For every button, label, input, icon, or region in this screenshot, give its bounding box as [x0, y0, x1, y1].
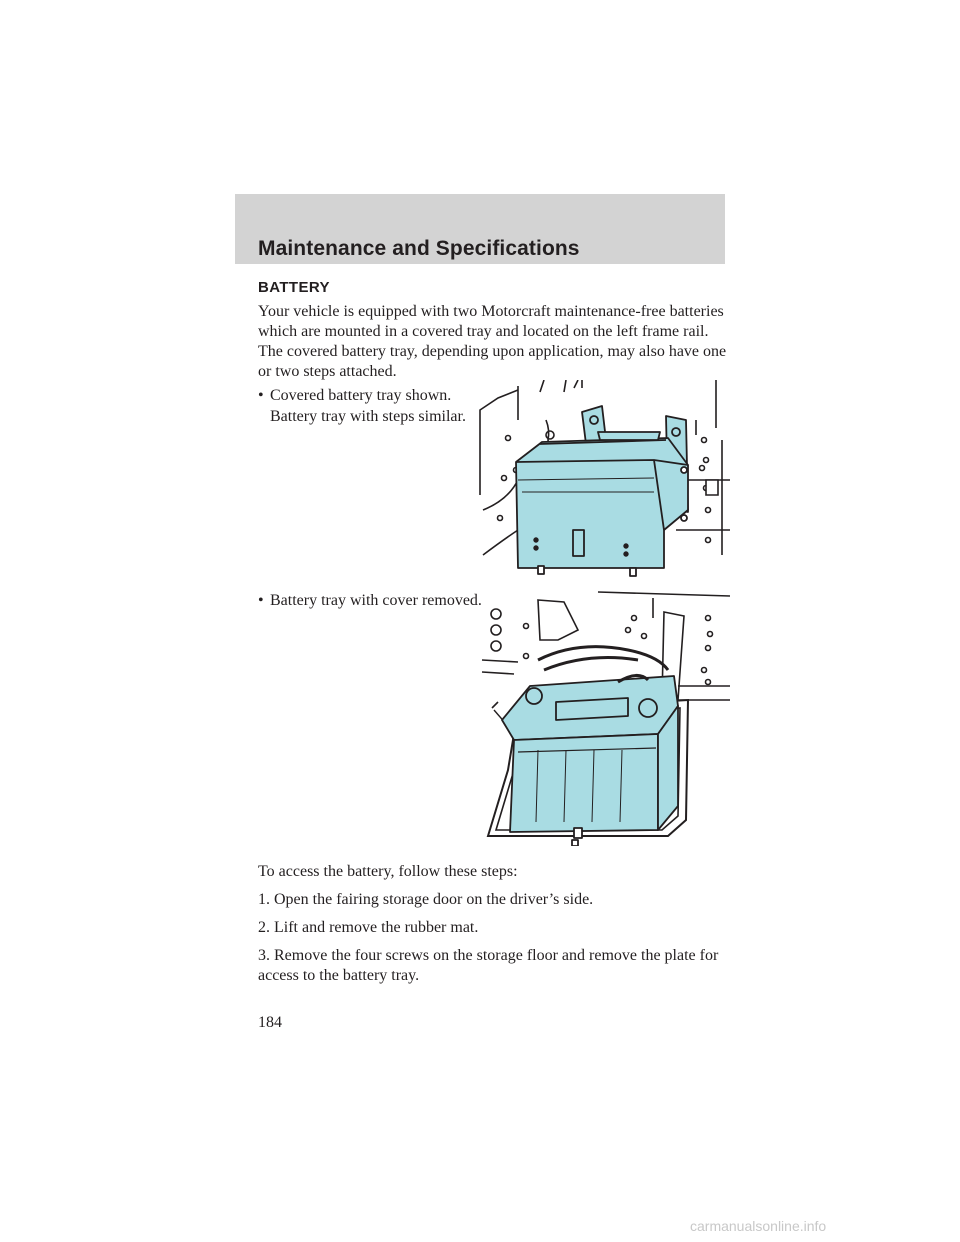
bullet-dot: • [258, 592, 264, 609]
step-1: 1. Open the fairing storage door on the driver’s side. [258, 891, 594, 908]
watermark-link[interactable]: carmanualsonline.info [690, 1218, 827, 1234]
steps-intro: To access the battery, follow these steps: [258, 863, 518, 880]
battery-tray-cover-removed-illustration [478, 590, 730, 846]
step-2: 2. Lift and remove the rubber mat. [258, 919, 479, 936]
intro-line-4: or two steps attached. [258, 363, 397, 380]
step-3-line-1: 3. Remove the four screws on the storage floor and remove the plate for [258, 947, 719, 964]
bullet-covered-tray [258, 386, 466, 427]
section-title: Maintenance and Specifications [258, 237, 580, 260]
battery-heading: BATTERY [258, 279, 330, 296]
bullet-cover-removed [258, 591, 482, 612]
bullet-line: Covered battery tray shown. [270, 387, 452, 404]
page-number: 184 [258, 1014, 282, 1031]
step-3-line-2: access to the battery tray. [258, 967, 420, 984]
bullet-dot: • [258, 387, 264, 404]
intro-line-2: which are mounted in a covered tray and located on the left frame rail. [258, 323, 709, 340]
bullet-line: Battery tray with cover removed. [270, 592, 482, 609]
bullet-line: Battery tray with steps similar. [270, 407, 466, 425]
intro-line-3: The covered battery tray, depending upon application, may also have one [258, 343, 727, 360]
covered-battery-tray-illustration [478, 380, 730, 580]
intro-line-1: Your vehicle is equipped with two Motorcraft maintenance-free batteries [258, 303, 724, 320]
